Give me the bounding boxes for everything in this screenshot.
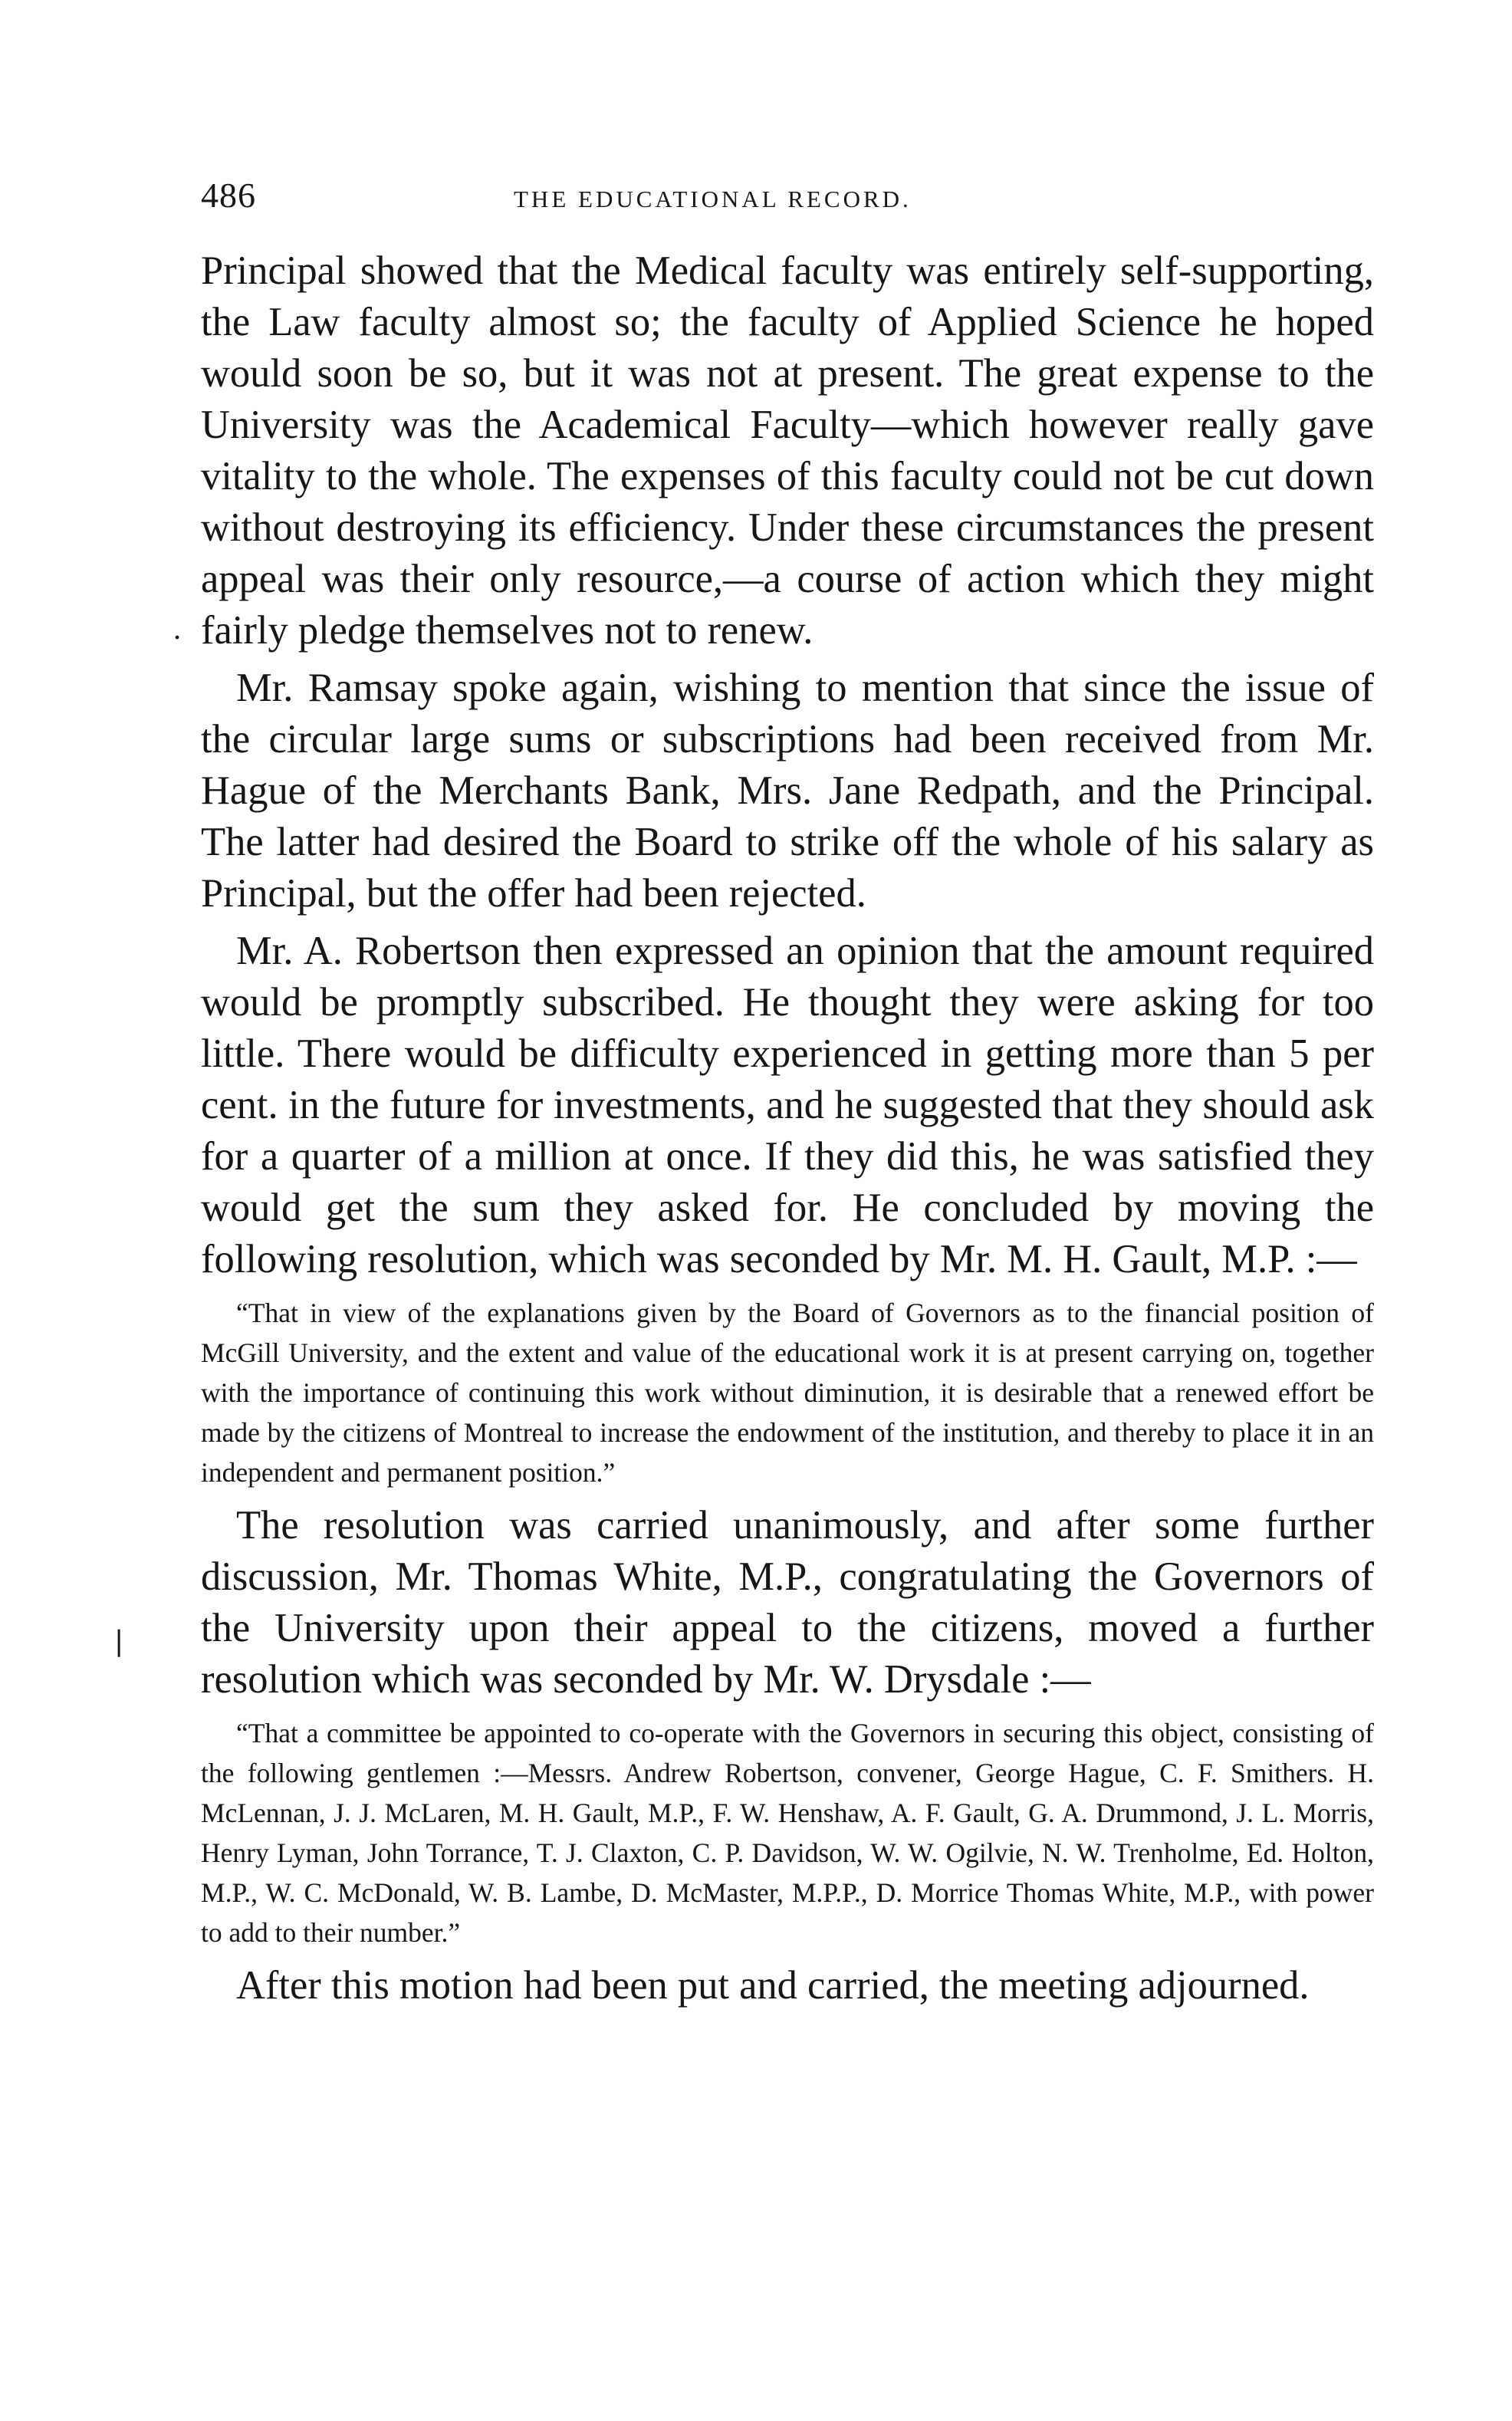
paragraph-white: The resolution was carried unanimously, and after some further discussion, Mr. Thomas White, M.P., congratulating the Governors of the University upon their appeal to the citizens, moved a further resolution which was seconded by Mr. W. Drysdale :— [201,1503,1374,1702]
resolution-quote: “That in view of the explanations given by the Board of Governors as to the financial position of McGill University, and the extent and value of the educational work it is at present carrying on, together with the importance of continuing this work without diminution, it is desirable that a renewed effort be made by the citizens of Montreal to increase the endowment of the institution, and thereby to place it in an independent and permanent position.” [201,1298,1374,1488]
paragraph-adjourned: After this motion had been put and carried, the meeting adjourned. [236,1963,1310,2008]
paragraph-ramsay: Mr. Ramsay spoke again, wishing to mention that since the issue of the circular large sums or subscriptions had been received from Mr. Hague of the Merchants Bank, Mrs. Jane Redpath, and the Principal. The latter had desired the Board to strike off the whole of his salary as Principal, but the offer had been rejected. [201,666,1374,916]
paragraph-principal: Principal showed that the Medical faculty was entirely self-supporting, the Law faculty almost so; the faculty of Applied Science he hoped would soon be so, but it was not at present. The great expense to the University was the Academical Faculty—which however really gave vitality to the whole. The expenses of this faculty could not be cut down without destroying its efficiency. Under these circumstances the present appeal was their only resource,—a course of action which they might fairly pledge themselves not to renew. [201,248,1374,653]
page-header [201,175,1374,229]
page-number: 486 [201,176,256,215]
committee-quote: “That a committee be appointed to co-operate with the Governors in securing this object, consisting of the following gentlemen :—Messrs. Andrew Robertson, convener, George Hague, C. F. Smithers. H. McLennan, J. J. McLaren, M. H. Gault, M.P., F. W. Henshaw, A. F. Gault, G. A. Drummond, J. L. Morris, Henry Lyman, John Torrance, T. J. Claxton, C. P. Davidson, W. W. Ogilvie, N. W. Trenholme, Ed. Holton, M.P., W. C. McDonald, W. B. Lambe, D. McMaster, M.P.P., D. Morrice Thomas White, M.P., with power to add to their number.” [201,1718,1374,1948]
margin-tick-mark: ❘ [107,1626,131,1656]
paragraph-robertson: Mr. A. Robertson then expressed an opinion that the amount required would be promptly subscribed. He thought they were asking for too little. There would be difficulty experienced in getting more than 5 per cent. in the future for investments, and he suggested that they should ask for a quarter of a million at once. If they did this, he was satisfied they would get the sum they asked for. He concluded by moving the following resolution, which was seconded by Mr. M. H. Gault, M.P. :— [201,929,1374,1281]
body-text [201,245,1374,2011]
running-title: THE EDUCATIONAL RECORD. [514,186,912,212]
margin-dot-mark: . [173,611,181,646]
